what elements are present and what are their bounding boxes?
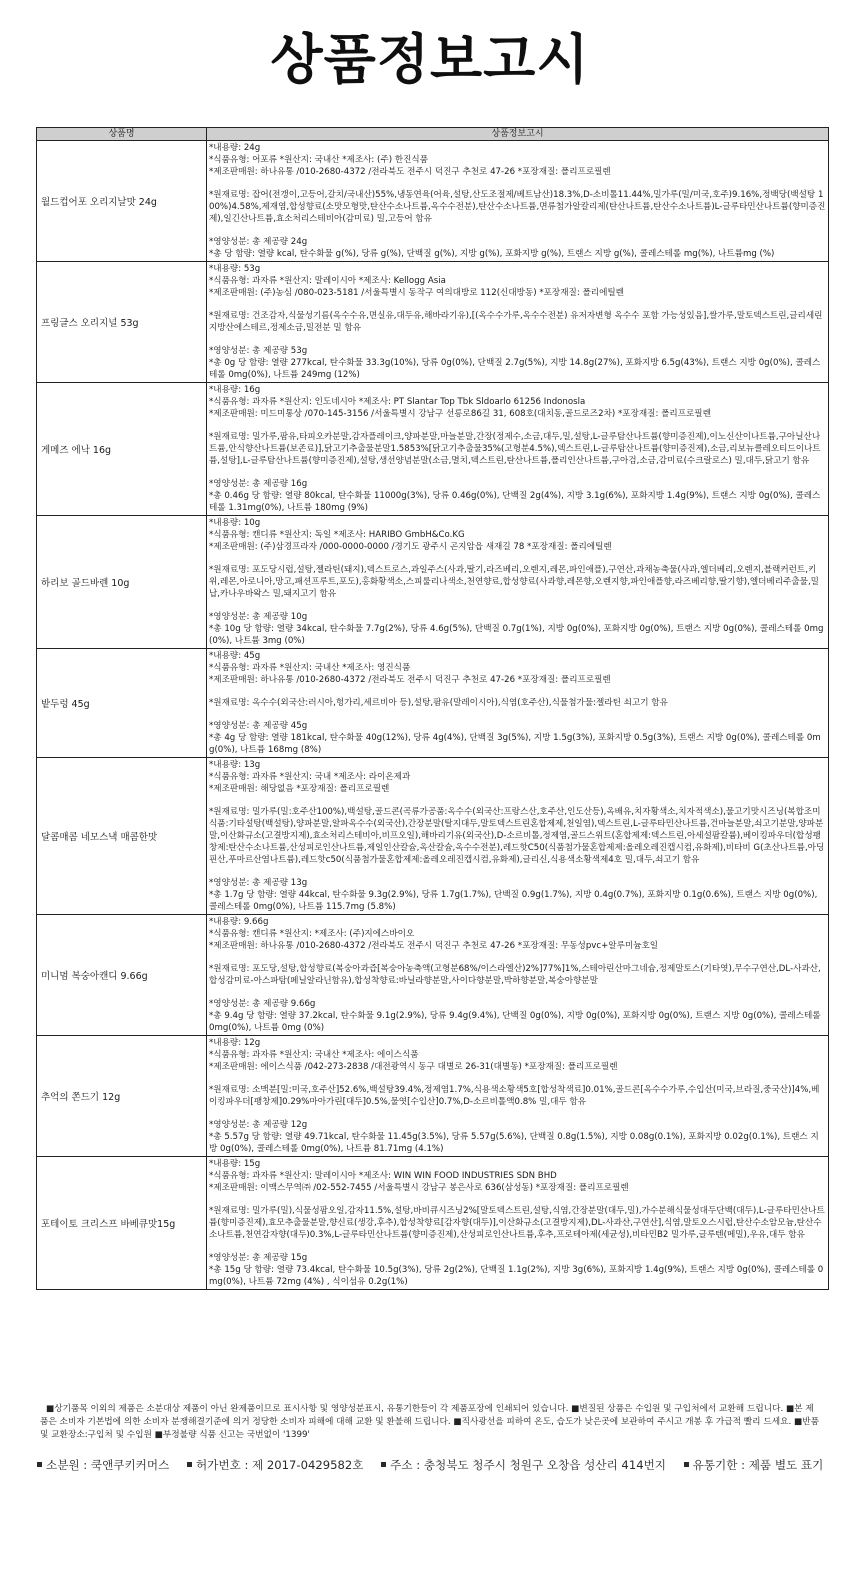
detail-line: *내용량: 53g [209,264,261,274]
product-name-cell: 미니멈 복숭아캔디 9.66g [37,915,207,1036]
detail-line: *식품유형: 과자류 *원산지: 말레이시아 *제조사: WIN WIN FOOD INDUSTRIES SDN BHD [209,1171,557,1181]
detail-line: *제조판매원: 하나유통 /010-2680-4372 /전라북도 전주시 덕진구 추천로 47-26 *포장재질: 무동성pvc+알루미늄호일 [209,941,659,951]
detail-line: *내용량: 12g [209,1038,261,1048]
detail-line: *원재료명: 포도당시럽,설탕,젤라틴(돼지),덱스트로스,과일주스(사과,딸기,라즈베리,오렌지,레몬,파인애플),구연산,과채농축물(사과,엘더베리,오렌지,블랙커런트,키위,레몬,아로니아,망고,패션프루트,포도),홍화황색소,스피룰리나색소,천연향료,합성향료(사과향,레몬향,오렌지향,파인애플향,라즈베리향,딸기향),엘더베리주출물,밀납,카나우바왁스 밀,돼지고기 함유 [209,565,819,599]
detail-line: *원재료명: 포도당,설탕,합성향료(복숭아과즙[복숭아농축액(고형분68%/이스라엘산)2%]77%]1%,스테아린산마그네슘,정제말토스(기타엿),무수구연산,DL-사과산,합성감미료-아스파탐(페닐알라닌함유),합성착향료:바닐라향분말,사이다향분말,박하향분말,복숭아향분말 [209,964,821,986]
bullet-square-icon [381,1462,386,1467]
product-detail-cell [207,758,829,915]
detail-line: *영양성분: 총 제공량 13g [209,878,308,888]
footer-permit [187,1458,363,1472]
bullet-square-icon [187,1462,192,1467]
table-row [37,262,829,383]
detail-line: *총 10g 당 함량: 열량 34kcal, 탄수화물 7.7g(2%), 당류 4.6g(5%), 단백질 0.7g(1%), 지방 0g(0%), 포화지방 0g(0%), 트랜스 지방 0g(0%), 콜레스테롤 0mg(0%), 나트륨 3mg (0%) [209,624,824,646]
table-body [37,141,829,1290]
detail-line: *제조판매원: 하나유통 /010-2680-4372 /전라북도 전주시 덕진구 추천로 47-26 *포장재질: 폴리프로필렌 [209,675,611,685]
table-row [37,516,829,649]
detail-line: *총 당 함량: 열량 kcal, 탄수화물 g(%), 당류 g(%), 단백질 g(%), 지방 g(%), 포화지방 g(%), 트랜스 지방 g(%), 콜레스테롤 mg(%), 나트륨mg (%) [209,249,775,259]
header-product-info: 상품정보고시 [207,128,829,141]
detail-line: *총 1.7g 당 함량: 열량 44kcal, 탄수화물 9.3g(2.9%), 당류 1.7g(1.7%), 단백질 0.9g(1.7%), 지방 0.4g(0.7%), 포화지방 0.1g(0.6%), 트랜스 지방 0g(0%), 콜레스테롤 0mg(0%), 나트륨 115.7mg (5.8%) [209,890,818,912]
product-name-cell: 프링글스 오리지널 53g [37,262,207,383]
header-product-name: 상품명 [37,128,207,141]
table-row [37,141,829,262]
product-name-cell: 추억의 쫀드기 12g [37,1036,207,1157]
product-name-cell: 달콤매콤 네모스낵 매콤한맛 [37,758,207,915]
detail-line: *총 0g 당 함량: 열량 277kcal, 탄수화물 33.3g(10%), 당류 0g(0%), 단백질 2.7g(5%), 지방 14.8g(27%), 포화지방 6.5g(43%), 트랜스 지방 0g(0%), 콜레스테롤 0mg(0%), 나트륨 249mg (12%) [209,358,821,380]
detail-line: *원재료명: 옥수수(외국산:러시아,헝가리,세르비아 등),설탕,팜유(말레이시아),식염(호주산),식물첨가물:젤라틴 쇠고기 함유 [209,698,668,708]
detail-line: *원재료명: 밀가루(밀),식물성팜오일,감자11.5%,설탕,바비큐시즈닝2%[말토덱스트린,설탕,식염,간장분말(대두,밀),가수분해식물성대두단백(대두),L-글루타민산나트륨(향미증진제),효모추출물분말,향신료(생강,후추),합성착향료[감자향(대두)],이산화규소(고결방지제),DL-사과산,구연산],식염,말토오스시럽,탄산수소암모늄,탄산수소나트륨,천연감자향(대두)0.3%,L-글루타민산나트륨(향미증진제),산성피로인산나트륨,후추,프로테아제(세균성),비타민B2 밀가루,글루텐(메밀),우유,대두 함유 [209,1206,825,1240]
detail-spacer [209,709,826,720]
detail-spacer [209,1073,826,1084]
detail-line: *원재료명: 건조감자,식물성기름(옥수수유,면실유,대두유,해바라기유),[(옥수수가루,옥수수전분) 유저자변형 옥수수 포함 가능성있음],쌀가루,말토덱스트린,글리세린지방산에스테르,정제소금,밀전분 밀 함유 [209,311,823,333]
detail-spacer [209,553,826,564]
detail-line: *제조판매원: (주)삼경프라자 /000-0000-0000 /경기도 광주시 곤지암읍 새재길 78 *포장재질: 폴리에틸렌 [209,542,612,552]
detail-spacer [209,299,826,310]
detail-line: *영양성분: 총 제공량 15g [209,1253,308,1263]
detail-line: *총 0.46g 당 함량: 열량 80kcal, 탄수화물 11000g(3%), 당류 0.46g(0%), 단백질 2g(4%), 지방 3.1g(6%), 포화지방 1.4g(9%), 트랜스 지방 0g(0%), 콜레스테롤 1.31mg(0%), 나트륨 180mg (9%) [209,491,821,513]
product-name-cell: 게메즈 에낙 16g [37,383,207,516]
table-row [37,1157,829,1290]
detail-line: *제조판매원: (주)농심 /080-023-5181 /서울특별시 동작구 여의대방로 112(신대방동) *포장재질: 폴리에틸렌 [209,288,624,298]
footer-distributor-text: 소분원 : 쿡앤쿠키커머스 [46,1458,170,1472]
product-detail-cell [207,383,829,516]
product-detail-cell [207,1157,829,1290]
detail-spacer [209,225,826,236]
detail-line: *식품유형: 과자류 *원산지: 인도네시아 *제조사: PT Slantar Top Tbk Sldoarlo 61256 Indonosla [209,397,586,407]
product-name-cell: 하리보 골드바렌 10g [37,516,207,649]
detail-spacer [209,420,826,431]
table-row [37,758,829,915]
detail-line: *영양성분: 총 제공량 16g [209,479,308,489]
bullet-square-icon [684,1462,689,1467]
detail-spacer [209,1108,826,1119]
detail-line: *총 9.4g 당 함량: 열량 37.2kcal, 탄수화물 9.1g(2.9%), 당류 9.4g(9.4%), 단백질 0g(0%), 지방 0g(0%), 포화지방 0g(0%), 트랜스 지방 0g(0%), 콜레스테롤 0mg(0%), 나트륨 0mg (0%) [209,1011,821,1033]
detail-line: *식품유형: 캔디류 *원산지: 독일 *제조사: HARIBO GmbH&Co.KG [209,530,465,540]
table-row [37,383,829,516]
detail-line: *내용량: 24g [209,143,261,153]
detail-line: *내용량: 45g [209,651,261,661]
detail-line: *영양성분: 총 제공량 53g [209,346,308,356]
detail-line: *총 4g 당 함량: 열량 181kcal, 탄수화물 40g(12%), 당류 4g(4%), 단백질 3g(5%), 지방 1.5g(3%), 포화지방 0.5g(3%), 트랜스 지방 0g(0%), 콜레스테롤 0mg(0%), 나트륨 168mg (8%) [209,733,821,755]
detail-line: *영양성분: 총 제공량 24g [209,237,308,247]
footer-address [381,1458,666,1472]
detail-line: *제조판매원: 하나유통 /010-2680-4372 /전라북도 전주시 덕진구 추천로 47-26 *포장재질: 폴리프로필렌 [209,167,611,177]
footer-address-text: 주소 : 충청북도 청주시 청원구 오창읍 성산리 414번지 [390,1458,666,1472]
product-detail-cell [207,915,829,1036]
detail-line: *제조판매원: 해당없음 *포장재질: 폴리프로필렌 [209,784,390,794]
detail-spacer [209,334,826,345]
detail-line: *영양성분: 총 제공량 10g [209,612,308,622]
detail-spacer [209,600,826,611]
detail-spacer [209,1194,826,1205]
footer-distributor [37,1458,169,1472]
footer-expiry [684,1458,824,1472]
detail-line: *내용량: 15g [209,1159,261,1169]
footer-permit-text: 허가번호 : 제 2017-0429582호 [195,1458,364,1472]
detail-line: *총 5.57g 당 함량: 열량 49.71kcal, 탄수화물 11.45g(3.5%), 당류 5.57g(5.6%), 단백질 0.8g(1.5%), 지방 0.08g(0.1%), 포화지방 0.02g(0.1%), 트랜스 지방 0g(0%), 콜레스테롤 0mg(0%), 나트륨 81.71mg (4.1%) [209,1132,819,1154]
detail-line: *식품유형: 과자류 *원산지: 국내산 *제조사: 에이스식품 [209,1050,419,1060]
detail-spacer [209,467,826,478]
detail-line: *제조판매원: 이맥스무역㈜ /02-552-7455 /서울특별시 강남구 봉은사로 636(삼성동) *포장재질: 폴리프로필렌 [209,1183,629,1193]
detail-line: *내용량: 10g [209,518,261,528]
detail-line: *내용량: 13g [209,760,261,770]
notice-text: ■상기품목 이외의 제품은 소분대상 제품이 아닌 완제품이므로 표시사항 및 영양성분표시, 유통기한등이 각 제품포장에 인쇄되어 있습니다. ■변질된 상품은 수입원 및 구입처에서 교환해 드립니다. ■본 제품은 소비자 기본법에 의한 소비자 분쟁해결기준에 의거 정당한 소비자 피해에 대해 교환 및 환불해 드립니다. ■직사광선을 피하여 온도, 습도가 낮은곳에 보관하여 주시고 개봉 후 가급적 빨리 드세요. ■반품 및 교환장소:구입처 및 수입원 ■부정불량 식품 신고는 국번없이 '1399' [40,1404,820,1440]
detail-line: *원재료명: 밀가루(밀:호주산100%),백설탕,골드콘(곡류가공품:옥수수(외국산:프랑스산,호주산,인도산등),옥배유,치자황색소,치자적색소),물고기맛시즈닝(복합조미식품:기타설탕(백설탕),양파분말,알파옥수수(외국산),간장분말(탈지대두,말토덱스트린혼합제제,천일염),덱스트린,L-글루타민산나트륨,건마늘분말,쇠고기분말,양파분말,이산화규소(고결방지제),효소처리스테비아,비프오일),해바리기유(외국산),D-소르비톨,정제염,골드스위트(혼합제제:덱스트린,아세설팜칼륨),베이킹파우더(합성팽창제:탄산수소나트륨,산성피로인산나트륨,제일인산칼슘,옥산칼슘,옥수수전분),레드핫C50(식품첨가물혼합제제:올레오레진캡시컴,유화제),비타비 G(초산나트륨,아딩핀산,푸마르산염나트륨),레드핫c50(식품첨가물혼합제제:올레오레진캡시컴,유화제),글리신,식용색소황색제4호 밀,대두,쇠고기 함유 [209,807,825,865]
detail-line: *영양성분: 총 제공량 45g [209,721,308,731]
detail-line: *내용량: 16g [209,385,261,395]
detail-spacer [209,1241,826,1252]
product-info-table [36,127,829,1290]
product-name-cell: 밭두렁 45g [37,649,207,758]
footer [37,1457,827,1473]
product-name-cell: 포테이토 크리스프 바베큐맛15g [37,1157,207,1290]
table-row [37,1036,829,1157]
product-detail-cell [207,262,829,383]
detail-line: *영양성분: 총 제공량 9.66g [209,999,316,1009]
detail-line: *제조판매원: 미드미통상 /070-145-3156 /서울특별시 강남구 선릉로86길 31, 608호(대치동,골드로즈2차) *포장재질: 폴리프로필렌 [209,409,711,419]
footer-expiry-text: 유통기한 : 제품 별도 표기 [692,1458,824,1472]
product-name-cell: 월드컵어포 오리지날맛 24g [37,141,207,262]
table-row [37,915,829,1036]
detail-line: *원재료명: 밀가루,팜유,타피오카분말,감자플레이크,양파분말,마늘분말,간장(정제수,소금,대두,밀,설탕,L-글루탐산나트륨(향미증진제),이노신산이나트륨,구아닐산나트륨,안식향산나트륨(보존료)],닭고기추출물분말1.5853%[닭고기추출물35%(고형분4.5%),덱스트린,L-글루탐산나트륨(향미증진제),소금,리보뉴클레오티드이나트륨,설탕],L-글루탐산나트륨(향미증진제),설탕,생선양념분말(소금,멸치,덱스트린,탄산나트륨,폴리인산나트륨,구아검,소금,감미료(수크랄로스) 밀,대두,닭고기 함유 [209,432,821,466]
detail-spacer [209,952,826,963]
detail-spacer [209,987,826,998]
product-detail-cell [207,516,829,649]
detail-spacer [209,866,826,877]
detail-spacer [209,686,826,697]
detail-spacer [209,795,826,806]
detail-line: *식품유형: 어포류 *원산지: 국내산 *제조사: (주) 한진식품 [209,155,429,165]
detail-line: *원재료명: 잡어(전갱이,고등어,갈치/국내산)55%,냉동연육(어육,설탕,산도조절제/베트남산)18.3%,D-소비톨11.44%,밀가루(밀/미국,호주)9.16%,정백당(백설탕 100%)4.58%,제재염,합성향료(소맛모형맛,탄산수소나트륨,옥수수전분),탄산수소나트륨,면류첨가알칼리제(탄산나트륨,탄산수소나트륨)L-글루타민산나트륨(향미증진제),일긴산나트륨,효소처리스테비아(감미료) 밀,고등어 함유 [209,190,826,224]
page-title: 상품정보고시 [270,28,590,91]
detail-line: *영양성분: 총 제공량 12g [209,1120,308,1130]
detail-line: *제조판매원: 에이스식품 /042-273-2838 /대전광역시 동구 대별로 26-31(대별동) *포장재질: 폴리프로필렌 [209,1062,618,1072]
detail-line: *원재료명: 소맥분[밀:미국,호주산]52.6%,백설탕39.4%,정제염1.7%,식용색소황색5호[합성착색료]0.01%,골드콘[옥수수가루,수입산(미국,브라질,중국산)]4%,베이킹파우더[팽창제]0.29%마아가린[대두]0.5%,물엿[수입산]0.7%,D-소르비톨액0.8% 밀,대두 함유 [209,1085,820,1107]
product-detail-cell [207,649,829,758]
detail-line: *총 15g 당 함량: 열량 73.4kcal, 탄수화물 10.5g(3%), 당류 2g(2%), 단백질 1.1g(2%), 지방 3g(6%), 포화지방 1.4g(9%), 트랜스 지방 0g(0%), 콜레스테롤 0mg(0%), 나트륨 72mg (4%) , 식이섬유 0.2g(1%) [209,1265,824,1287]
detail-line: *식품유형: 과자류 *원산지: 국내산 *제조사: 영진식품 [209,663,411,673]
table-row [37,649,829,758]
detail-line: *식품유형: 과자류 *원산지: 말레이시아 *제조사: Kellogg Asia [209,276,446,286]
product-detail-cell [207,141,829,262]
detail-line: *식품유형: 캔디류 *원산지: *제조사: (주)지에스바이오 [209,929,415,939]
bullet-square-icon [37,1462,42,1467]
table-header-row [37,128,829,141]
detail-line: *내용량: 9.66g [209,917,269,927]
detail-spacer [209,178,826,189]
detail-line: *식품유형: 과자류 *원산지: 국내 *제조사: 라이온제과 [209,772,411,782]
product-detail-cell [207,1036,829,1157]
